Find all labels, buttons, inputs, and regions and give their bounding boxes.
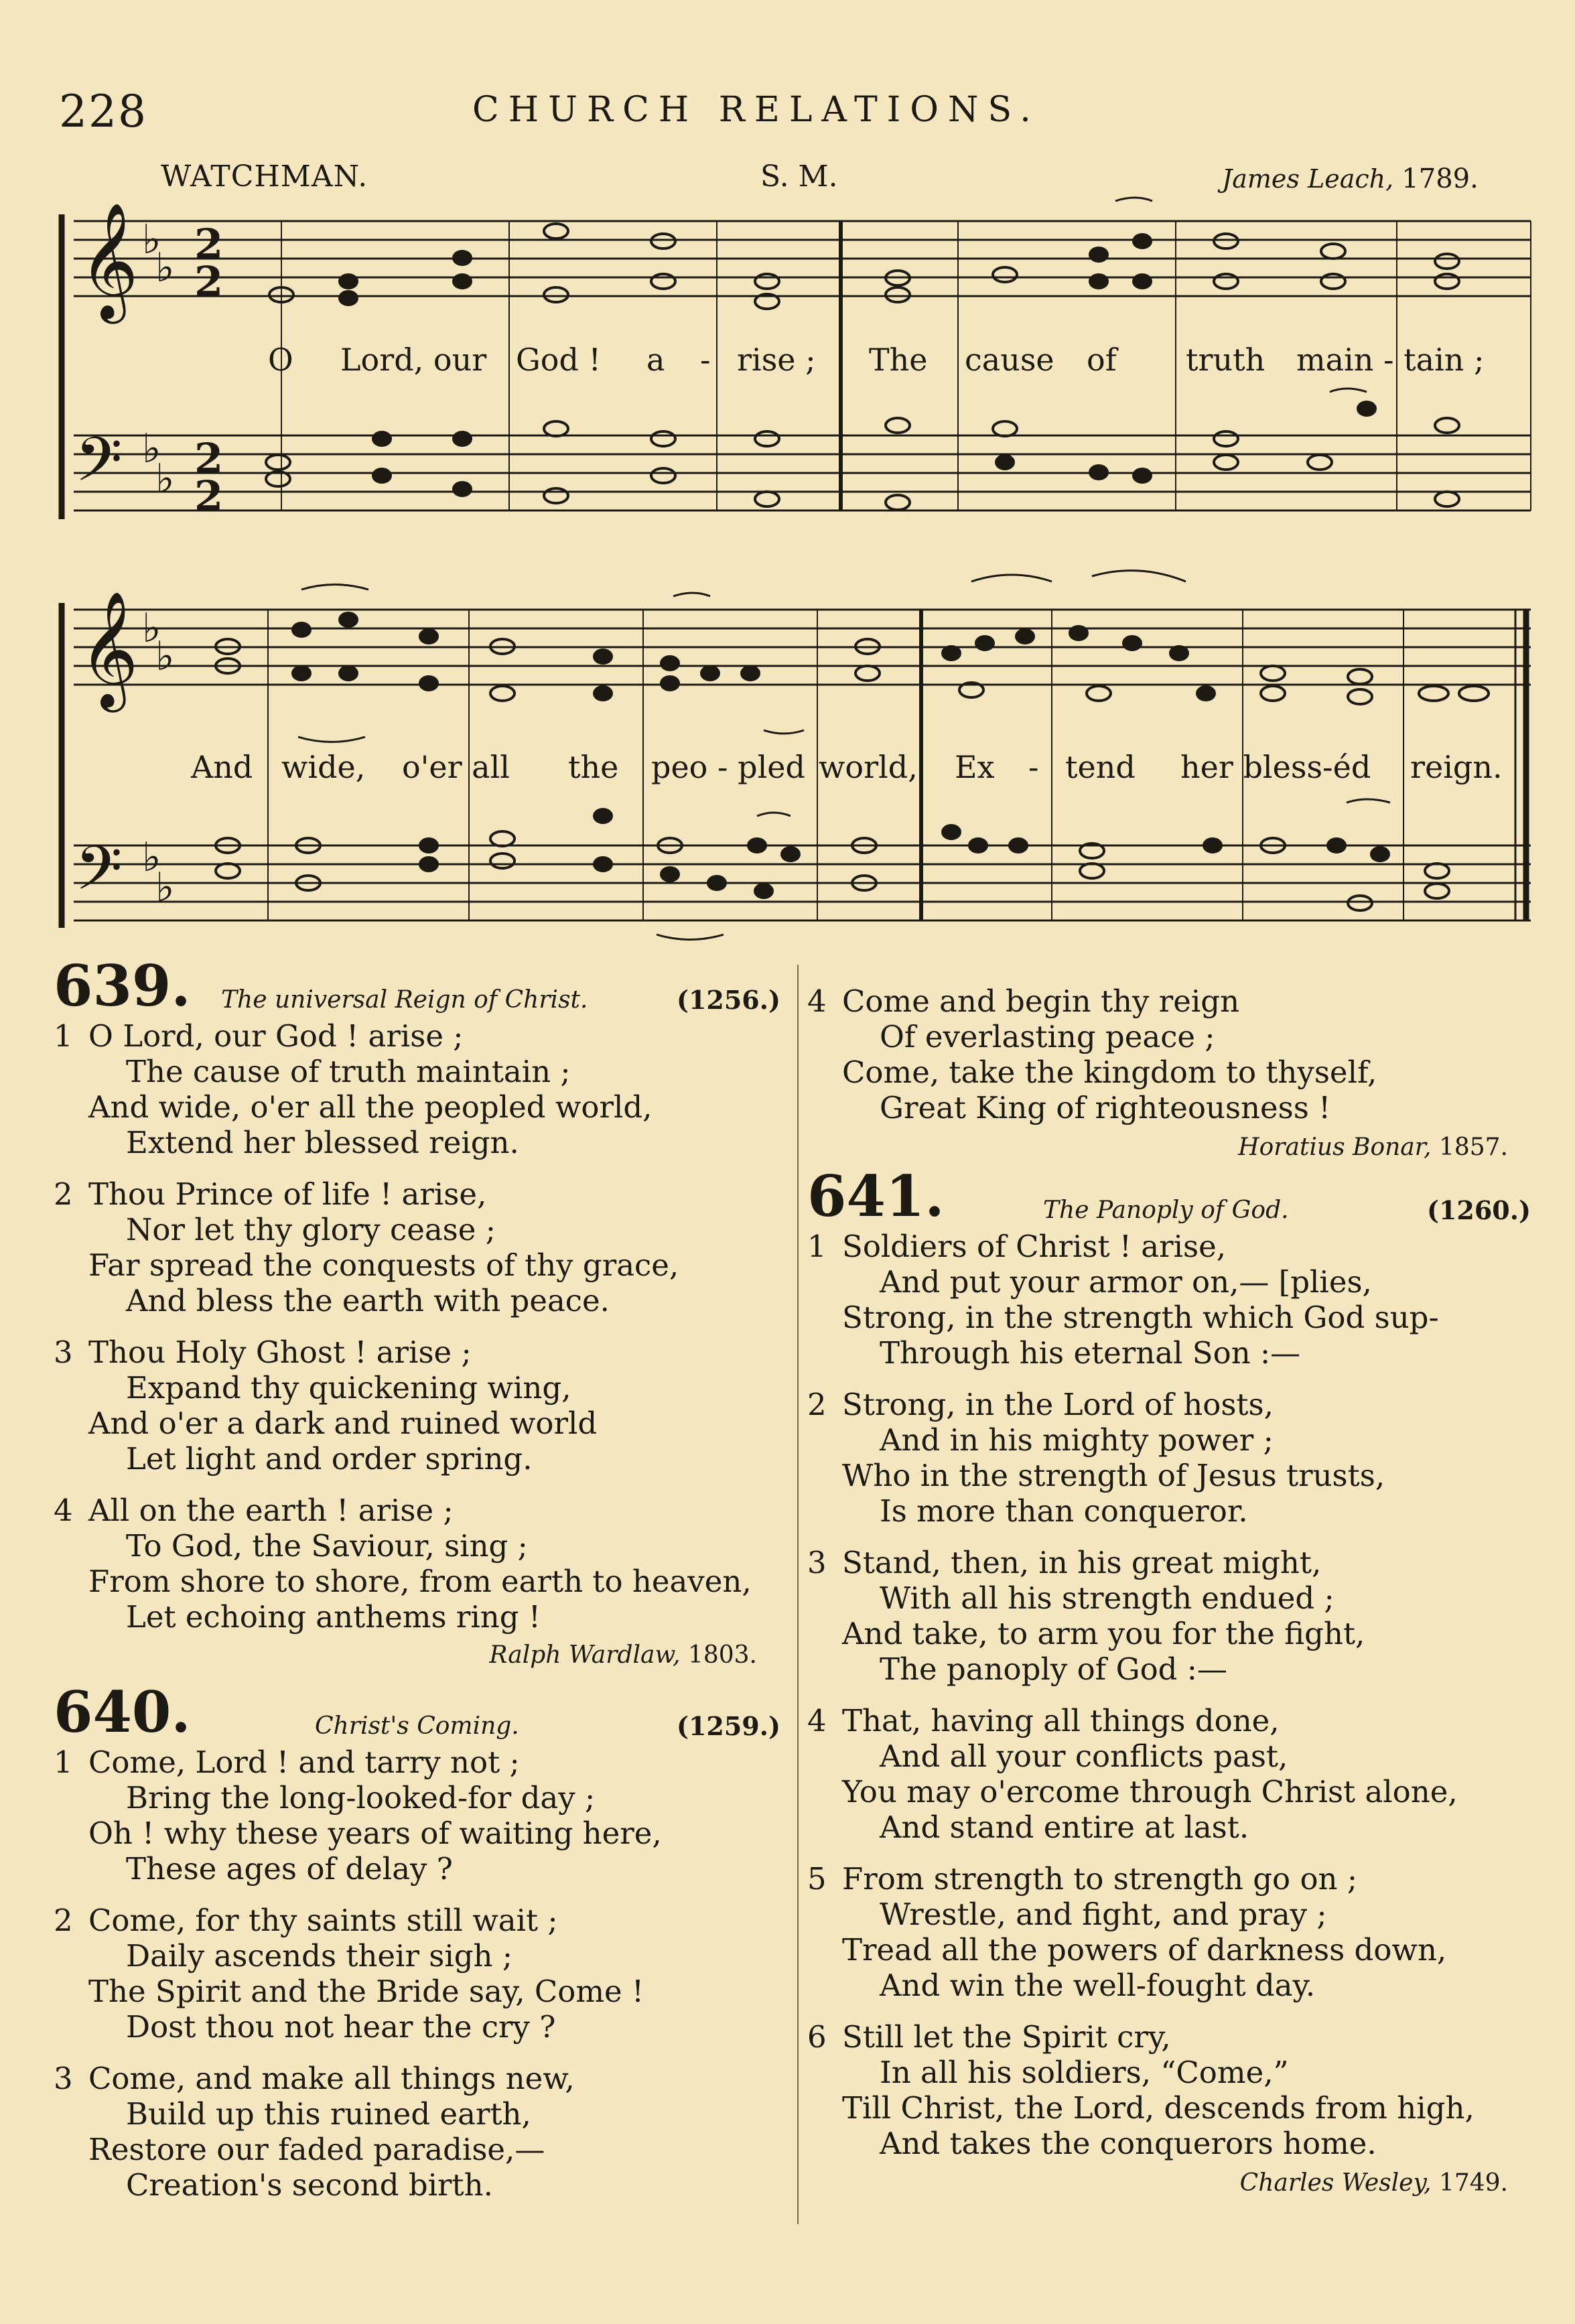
lyric: O <box>268 342 293 378</box>
column-divider <box>797 965 799 2224</box>
lyric: wide, <box>281 749 366 785</box>
verse-line: Strong, in the Lord of hosts, <box>842 1387 1274 1422</box>
hymn-reference: (1260.) <box>1427 1195 1531 1225</box>
verse-number: 3 <box>54 1335 73 1370</box>
lyric: And <box>191 749 253 785</box>
verse-line: And win the well-fought day. <box>880 1968 1316 2003</box>
verse-line: Oh ! why these years of waiting here, <box>88 1816 662 1851</box>
lyric: tend <box>1065 749 1136 785</box>
verse-line: And in his mighty power ; <box>880 1422 1274 1458</box>
stanza <box>807 1861 1544 2003</box>
stanza <box>54 1176 784 1318</box>
verse-line: Stand, then, in his great might, <box>842 1545 1322 1580</box>
hymn-title: Christ's Coming. <box>315 1712 519 1740</box>
lyric: world, <box>819 749 918 785</box>
svg-text:♭: ♭ <box>155 864 175 911</box>
lyric: a <box>646 342 665 378</box>
verse-line: And stand entire at last. <box>880 1809 1249 1845</box>
svg-text:2: 2 <box>194 257 224 306</box>
hymn-title: The Panoply of God. <box>1043 1197 1289 1224</box>
tune-meter: S. M. <box>760 159 838 194</box>
verse-line: Far spread the conquests of thy grace, <box>88 1247 679 1283</box>
verse-line: Daily ascends their sigh ; <box>126 1938 513 1974</box>
verse-line: Till Christ, the Lord, descends from high, <box>842 2090 1475 2126</box>
stanza <box>807 1387 1544 1529</box>
verse-number: 1 <box>807 1229 827 1264</box>
verse-number: 4 <box>807 1703 827 1738</box>
treble-clef-icon: 𝄞 <box>79 202 139 319</box>
stanza <box>54 1335 784 1477</box>
stanza <box>807 2019 1544 2161</box>
svg-text:♭: ♭ <box>142 216 161 263</box>
lyric: the <box>568 749 619 785</box>
author-name: Ralph Wardlaw, <box>489 1641 681 1669</box>
treble-clef-icon-2: 𝄞 <box>79 591 139 707</box>
verse-line: With all his strength endued ; <box>880 1580 1334 1616</box>
verse-line: You may o'ercome through Christ alone, <box>842 1774 1458 1809</box>
lyric: God ! <box>516 342 601 378</box>
verse-line: Who in the strength of Jesus trusts, <box>842 1458 1385 1493</box>
verse-line: Tread all the powers of darkness down, <box>842 1932 1447 1968</box>
verse-line: The cause of truth maintain ; <box>126 1054 571 1089</box>
verse-number: 3 <box>54 2061 73 2096</box>
verse-line: Bring the long-looked-for day ; <box>126 1780 596 1816</box>
tune-composer-year: 1789. <box>1401 163 1479 194</box>
lyric: Ex <box>955 749 995 785</box>
verse-line: Soldiers of Christ ! arise, <box>842 1229 1227 1264</box>
bass-clef-icon: 𝄢 <box>75 424 123 510</box>
svg-text:♭: ♭ <box>155 633 175 680</box>
verse-line: From shore to shore, from earth to heaven, <box>88 1564 752 1599</box>
stanza <box>54 2061 784 2203</box>
svg-text:2: 2 <box>194 434 224 483</box>
verse-number: 1 <box>54 1745 73 1780</box>
lyric: main - tain ; <box>1296 342 1485 378</box>
stanza <box>54 1745 784 1887</box>
verse-line: And take, to arm you for the fight, <box>842 1616 1365 1651</box>
verse-line: Let light and order spring. <box>126 1441 533 1477</box>
tune-composer-name: James Leach, <box>1222 164 1394 194</box>
verse-line: The panoply of God :— <box>880 1651 1227 1687</box>
verse-line: Come, and make all things new, <box>88 2061 575 2096</box>
hymn-641 <box>807 1163 1544 2200</box>
verse-number: 4 <box>54 1493 73 1528</box>
hymn-author <box>807 1131 1544 1164</box>
verse-line: And o'er a dark and ruined world <box>88 1406 598 1441</box>
page-number: 228 <box>59 86 147 137</box>
lyric: truth <box>1186 342 1265 378</box>
lyric: cause <box>965 342 1054 378</box>
tune-name: WATCHMAN. <box>161 159 368 194</box>
verse-number: 6 <box>807 2019 827 2055</box>
verse-line: Through his eternal Son :— <box>880 1335 1301 1371</box>
staff-system1-bass <box>74 435 1531 510</box>
verse-number: 2 <box>54 1903 73 1938</box>
verse-line: Restore our faded paradise,— <box>88 2132 545 2167</box>
verse-line: And takes the conquerors home. <box>880 2126 1377 2161</box>
verse-line: Build up this ruined earth, <box>126 2096 531 2132</box>
verse-line: Creation's second birth. <box>126 2167 493 2203</box>
staff-system2-bass <box>74 845 1531 920</box>
hymn-reference: (1256.) <box>677 985 780 1015</box>
svg-text:2: 2 <box>194 220 224 269</box>
stanza <box>807 1545 1544 1687</box>
stanza <box>54 1018 784 1160</box>
verse-line: Is more than conqueror. <box>880 1493 1248 1529</box>
verse-line: Nor let thy glory cease ; <box>126 1212 496 1247</box>
verse-line: Come, take the kingdom to thyself, <box>842 1054 1377 1090</box>
author-name: Charles Wesley, <box>1239 2169 1432 2197</box>
verse-line: Thou Prince of life ! arise, <box>88 1176 487 1212</box>
verse-number: 4 <box>807 983 827 1019</box>
verse-line: Come, for thy saints still wait ; <box>88 1903 558 1938</box>
lyric: - <box>1028 749 1039 785</box>
verse-line: All on the earth ! arise ; <box>88 1493 454 1528</box>
author-year: 1857. <box>1438 1134 1508 1161</box>
verse-line: Let echoing anthems ring ! <box>126 1599 541 1635</box>
verse-number: 5 <box>807 1861 827 1897</box>
bass-clef-icon-2: 𝄢 <box>75 833 123 918</box>
stanza <box>807 983 1544 1125</box>
hymn-639 <box>54 953 784 1672</box>
verse-line: In all his soldiers, “Come,” <box>880 2055 1289 2090</box>
left-column <box>54 953 784 2219</box>
verse-line: Wrestle, and fight, and pray ; <box>880 1897 1327 1932</box>
verse-line: O Lord, our God ! arise ; <box>88 1018 464 1054</box>
hymn-header <box>54 1679 784 1745</box>
svg-text:♭: ♭ <box>155 456 175 502</box>
verse-line: The Spirit and the Bride say, Come ! <box>88 1974 644 2009</box>
hymn-640 <box>54 1679 784 2203</box>
verse-line: And bless the earth with peace. <box>126 1283 610 1318</box>
staff-system1-treble <box>74 221 1531 296</box>
svg-text:♭: ♭ <box>155 245 175 291</box>
hymn-number: 640. <box>54 1679 191 1745</box>
lyric: o'er all <box>402 749 510 785</box>
verse-line: And wide, o'er all the peopled world, <box>88 1089 653 1125</box>
verse-line: Still let the Spirit cry, <box>842 2019 1171 2055</box>
lyric: rise ; <box>737 342 816 378</box>
verse-line: Expand thy quickening wing, <box>126 1370 571 1406</box>
lyric: reign. <box>1410 749 1503 785</box>
lyric: Lord, our <box>340 342 487 378</box>
right-column <box>807 983 1544 2200</box>
verse-line: Thou Holy Ghost ! arise ; <box>88 1335 472 1370</box>
hymn-title: The universal Reign of Christ. <box>221 986 588 1014</box>
svg-text:♭: ♭ <box>142 605 161 652</box>
author-year: 1803. <box>687 1641 757 1669</box>
verse-line: Of everlasting peace ; <box>880 1019 1215 1054</box>
verse-line: To God, the Saviour, sing ; <box>126 1528 528 1564</box>
verse-line: And all your conflicts past, <box>880 1738 1288 1774</box>
svg-text:♭: ♭ <box>142 425 161 472</box>
verse-line: Dost thou not hear the cry ? <box>126 2009 556 2045</box>
verse-number: 2 <box>807 1387 827 1422</box>
stanza <box>807 1703 1544 1845</box>
svg-text:♭: ♭ <box>142 834 161 881</box>
verse-line: Great King of righteousness ! <box>880 1090 1331 1125</box>
hymn-author <box>54 1639 784 1672</box>
stanza <box>54 1903 784 2045</box>
verse-line: And put your armor on,— [plies, <box>880 1264 1372 1300</box>
verse-line: Strong, in the strength which God sup- <box>842 1300 1439 1335</box>
lyric: - <box>700 342 711 378</box>
lyric: The <box>869 342 928 378</box>
verse-number: 1 <box>54 1018 73 1054</box>
verse-line: Extend her blessed reign. <box>126 1125 519 1160</box>
music-score <box>0 0 1575 951</box>
lyric: peo - pled <box>651 749 805 785</box>
hymn-reference: (1259.) <box>677 1711 780 1741</box>
verse-line: Come, Lord ! and tarry not ; <box>88 1745 520 1780</box>
lyric: her bless-éd <box>1180 749 1371 785</box>
hymn-header <box>54 953 784 1019</box>
running-head: CHURCH RELATIONS. <box>472 90 1040 130</box>
hymn-number: 641. <box>807 1163 945 1229</box>
verse-number: 2 <box>54 1176 73 1212</box>
verse-line: From strength to strength go on ; <box>842 1861 1357 1897</box>
verse-line: That, having all things done, <box>842 1703 1280 1738</box>
stanza <box>807 1229 1544 1371</box>
lyric: of <box>1087 342 1117 378</box>
verse-line: These ages of delay ? <box>126 1851 453 1887</box>
verse-line: Come and begin thy reign <box>842 983 1240 1019</box>
author-year: 1749. <box>1438 2169 1508 2197</box>
hymn-number: 639. <box>54 953 191 1019</box>
hymn-header <box>807 1163 1544 1229</box>
verse-number: 3 <box>807 1545 827 1580</box>
stanza <box>54 1493 784 1635</box>
hymn-author <box>807 2167 1544 2200</box>
author-name: Horatius Bonar, <box>1238 1134 1432 1161</box>
svg-text:2: 2 <box>194 472 224 521</box>
